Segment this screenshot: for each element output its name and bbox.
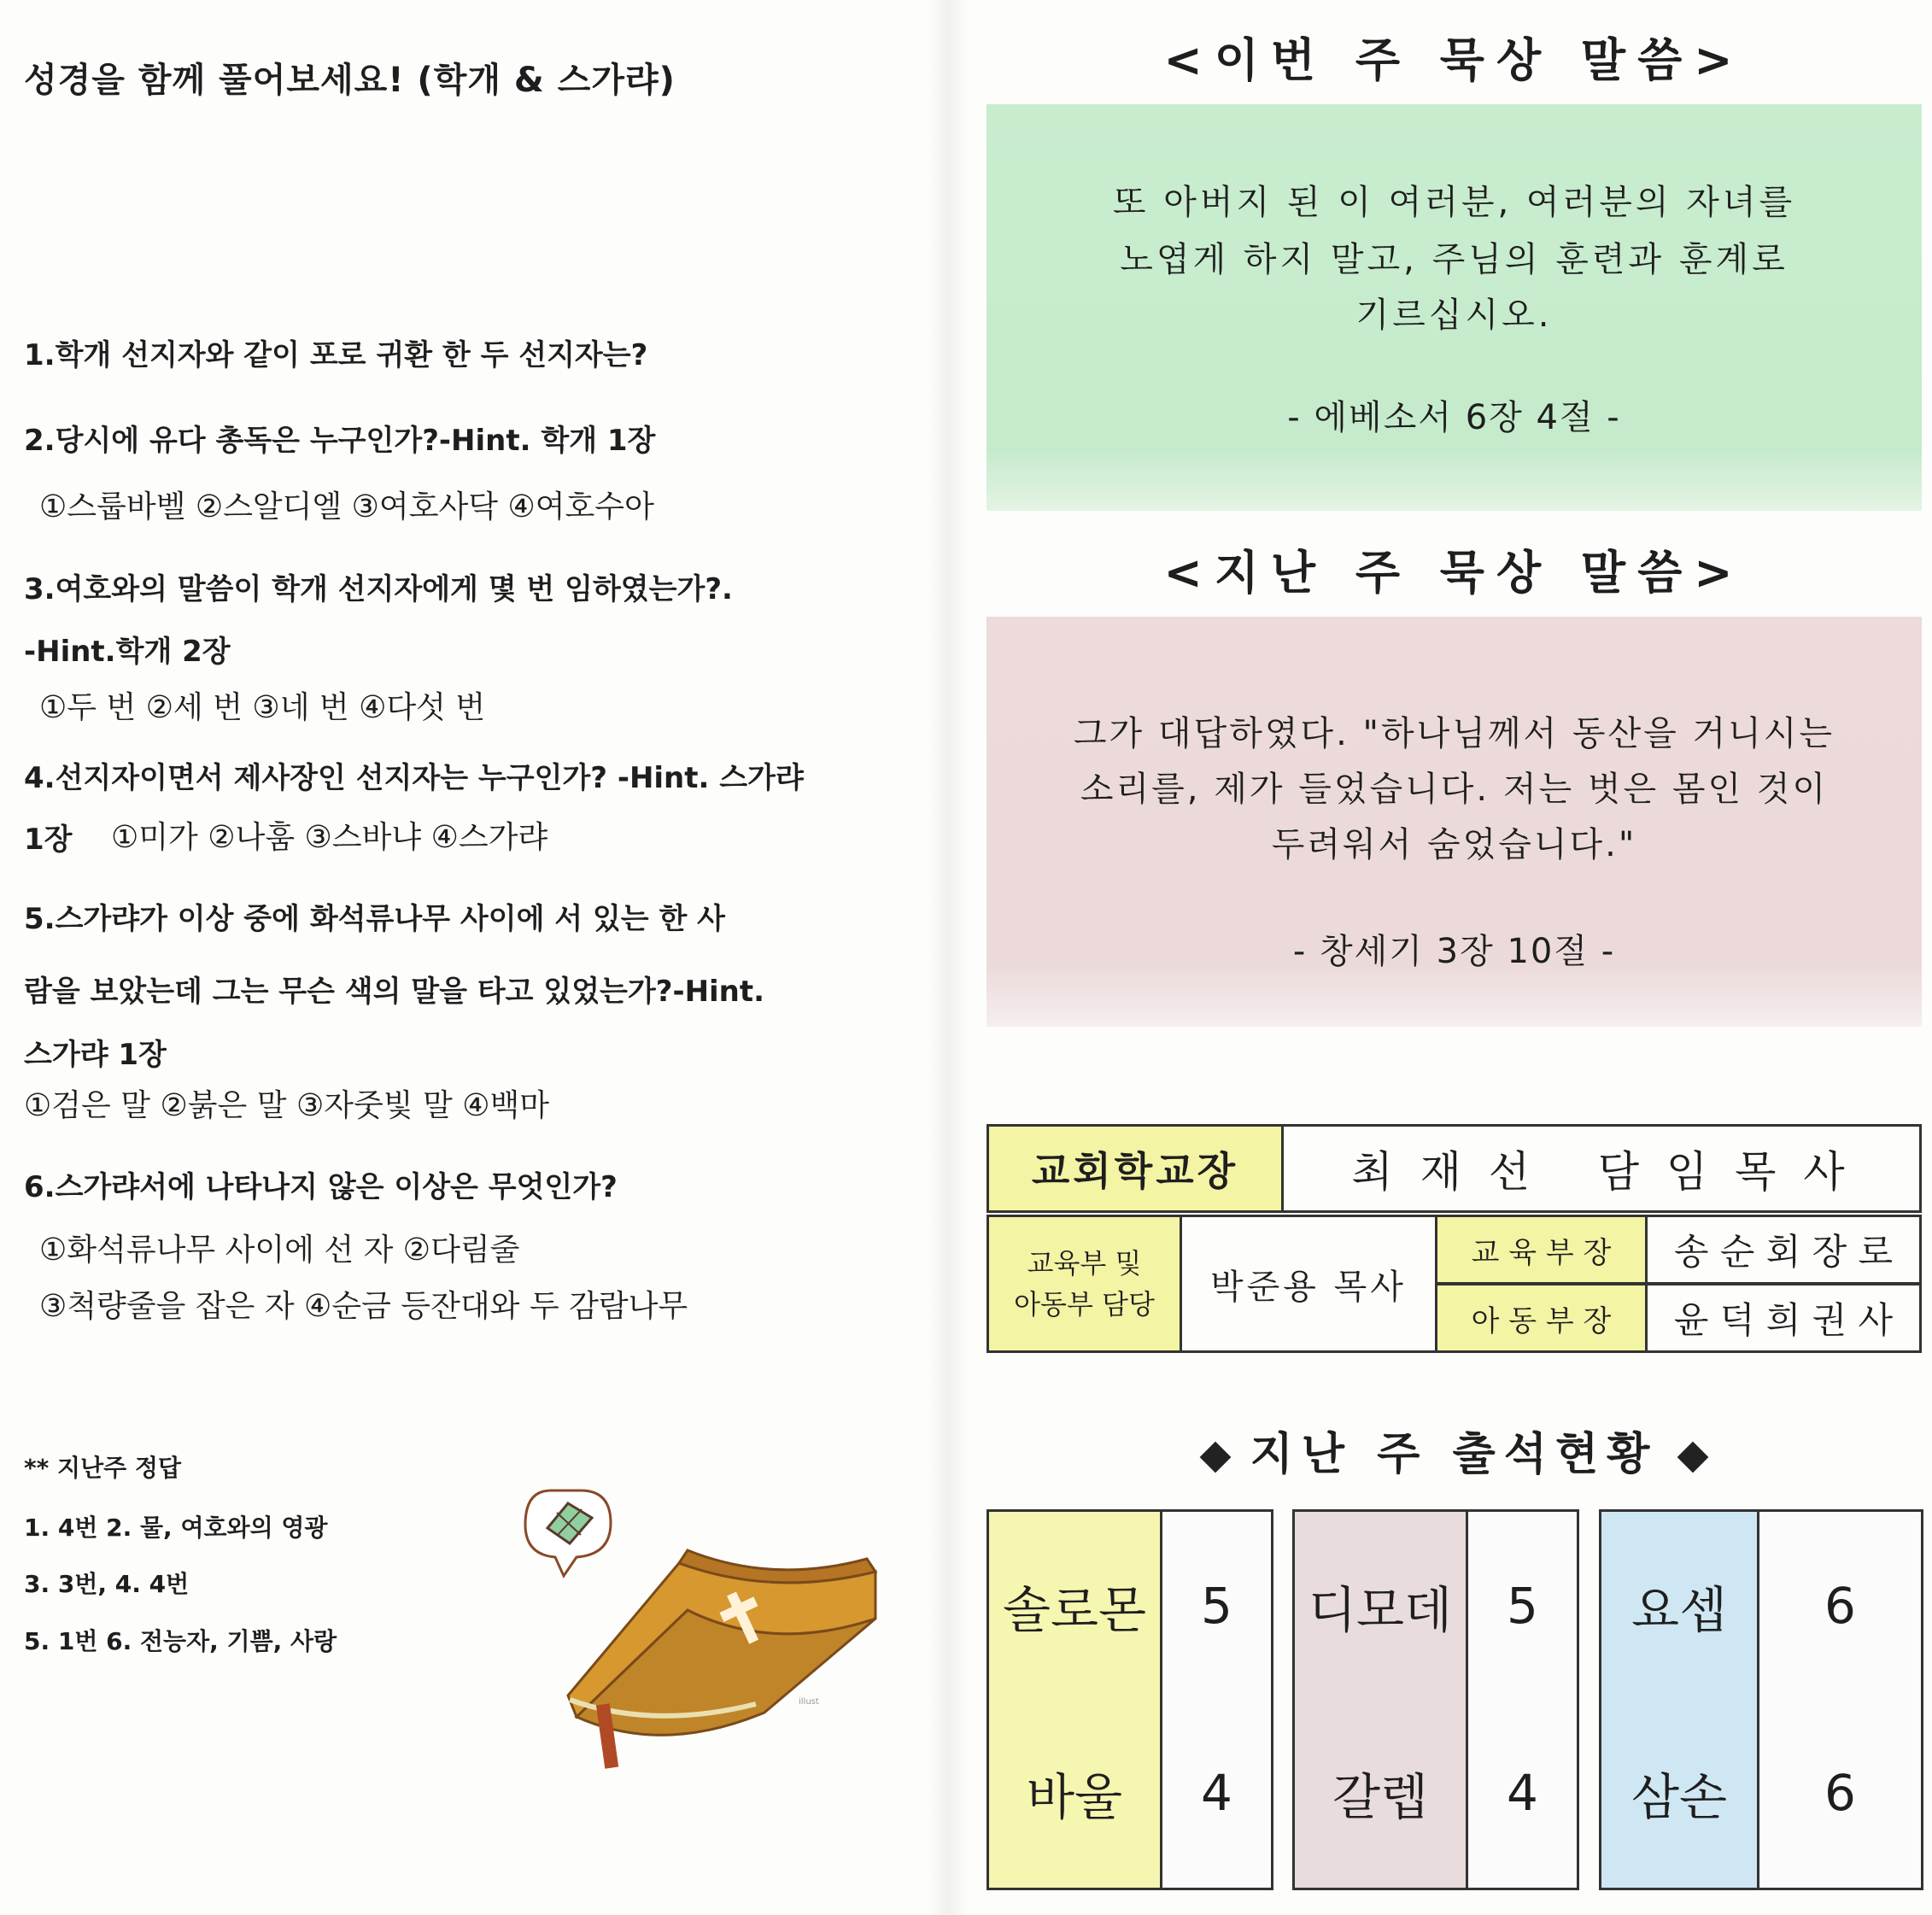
last-answers-heading: ** 지난주 정답 <box>24 1454 182 1482</box>
staff-table <box>986 1124 1922 1353</box>
question-3-line-2: -Hint.학개 2장 <box>24 635 231 669</box>
attendance-group-count: 4 <box>1160 1698 1273 1890</box>
attendance-group-name: 갈렙 <box>1292 1698 1466 1890</box>
attendance-group-count: 5 <box>1160 1509 1273 1701</box>
attendance-group-count: 6 <box>1757 1698 1923 1890</box>
attendance-group-name: 바울 <box>986 1698 1160 1890</box>
dept-label-line-2: 아동부 담당 <box>1014 1288 1155 1321</box>
last-answers-line-2: 3. 3번, 4. 4번 <box>24 1570 190 1598</box>
this-week-verse-line-3: 기르십시오. <box>1355 296 1553 335</box>
this-week-verse-line-2: 노엽게 하지 말고, 주님의 훈련과 훈계로 <box>1120 240 1789 279</box>
edu-head-label: 교 육 부 장 <box>1435 1215 1648 1285</box>
question-5-line-3: 스가랴 1장 <box>24 1038 167 1072</box>
question-2: 2.당시에 유다 총독은 누구인가?-Hint. 학개 1장 <box>24 424 656 458</box>
question-5-options: ①검은 말 ②붉은 말 ③자줏빛 말 ④백마 <box>24 1088 550 1123</box>
diamond-icon <box>1677 1442 1709 1473</box>
child-head-name: 윤 덕 희 권 사 <box>1645 1283 1922 1353</box>
page-fold <box>927 0 969 1915</box>
this-week-verse-line-1: 또 아버지 된 이 여러분, 여러분의 자녀를 <box>1112 183 1796 222</box>
quiz-title: 성경을 함께 풀어보세요! (학개 & 스가랴) <box>24 61 676 100</box>
attendance-group-count: 6 <box>1757 1509 1923 1701</box>
svg-text:illust: illust <box>799 1697 819 1707</box>
last-week-title: <지난 주 묵상 말씀> <box>1163 546 1745 600</box>
question-3-options: ①두 번 ②세 번 ③네 번 ④다섯 번 <box>39 690 486 725</box>
child-head-label: 아 동 부 장 <box>1435 1283 1648 1353</box>
question-4-options: ①미가 ②나훔 ③스바냐 ④스가랴 <box>111 820 548 855</box>
question-6: 6.스가랴서에 나타나지 않은 이상은 무엇인가? <box>24 1170 618 1204</box>
attendance-group-name: 솔로몬 <box>986 1509 1160 1701</box>
edu-head-name: 송 순 회 장 로 <box>1645 1215 1922 1285</box>
question-6-options-1: ①화석류나무 사이에 선 자 ②다림줄 <box>39 1233 520 1268</box>
principal-name: 최 재 선 담 임 목 사 <box>1281 1124 1922 1213</box>
bible-illustration <box>517 1456 893 1781</box>
question-3-line-1: 3.여호와의 말씀이 학개 선지자에게 몇 번 임하였는가?. <box>24 572 733 606</box>
question-2-options: ①스룹바벨 ②스알디엘 ③여호사닥 ④여호수아 <box>39 489 654 524</box>
question-4-line-1: 4.선지자이면서 제사장인 선지자는 누구인가? -Hint. 스가랴 <box>24 761 804 795</box>
last-week-verse-line-3: 두려워서 숨었습니다." <box>1271 825 1637 864</box>
attendance-group-name: 디모데 <box>1292 1509 1466 1701</box>
principal-label: 교회학교장 <box>986 1124 1284 1213</box>
last-answers-line-1: 1. 4번 2. 물, 여호와의 영광 <box>24 1514 328 1542</box>
question-5-line-2: 람을 보았는데 그는 무슨 색의 말을 타고 있었는가?-Hint. <box>24 975 765 1009</box>
question-5-line-1: 5.스가랴가 이상 중에 화석류나무 사이에 서 있는 한 사 <box>24 902 725 936</box>
bible-book-icon <box>568 1550 875 1769</box>
dept-label-line-1: 교육부 및 <box>1027 1247 1142 1280</box>
attendance-group-count: 5 <box>1466 1509 1579 1701</box>
attendance-group-name: 삼손 <box>1599 1698 1757 1890</box>
last-week-verse-line-2: 소리를, 제가 들었습니다. 저는 벗은 몸인 것이 <box>1080 770 1829 809</box>
attendance-group-count: 4 <box>1466 1698 1579 1890</box>
attendance-title <box>986 1418 1922 1482</box>
last-answers-line-3: 5. 1번 6. 전능자, 기쁨, 사랑 <box>24 1627 337 1655</box>
attendance-group-name: 요셉 <box>1599 1509 1757 1701</box>
last-week-verse-line-1: 그가 대답하였다. "하나님께서 동산을 거니시는 <box>1073 714 1835 753</box>
attendance-title-text: 지난 주 출석현황 <box>1250 1429 1659 1480</box>
diamond-icon <box>1199 1442 1231 1473</box>
question-1: 1.학개 선지자와 같이 포로 귀환 한 두 선지자는? <box>24 338 648 372</box>
last-week-reference: - 창세기 3장 10절 - <box>1292 932 1616 971</box>
question-6-options-2: ③척량줄을 잡은 자 ④순금 등잔대와 두 감람나무 <box>39 1289 688 1324</box>
dept-label <box>986 1215 1182 1353</box>
question-4-line-2: 1장 <box>24 823 73 857</box>
this-week-reference: - 에베소서 6장 4절 - <box>1287 398 1621 437</box>
dept-name: 박준용 목사 <box>1180 1215 1437 1353</box>
this-week-title: <이번 주 묵상 말씀> <box>1163 33 1745 87</box>
